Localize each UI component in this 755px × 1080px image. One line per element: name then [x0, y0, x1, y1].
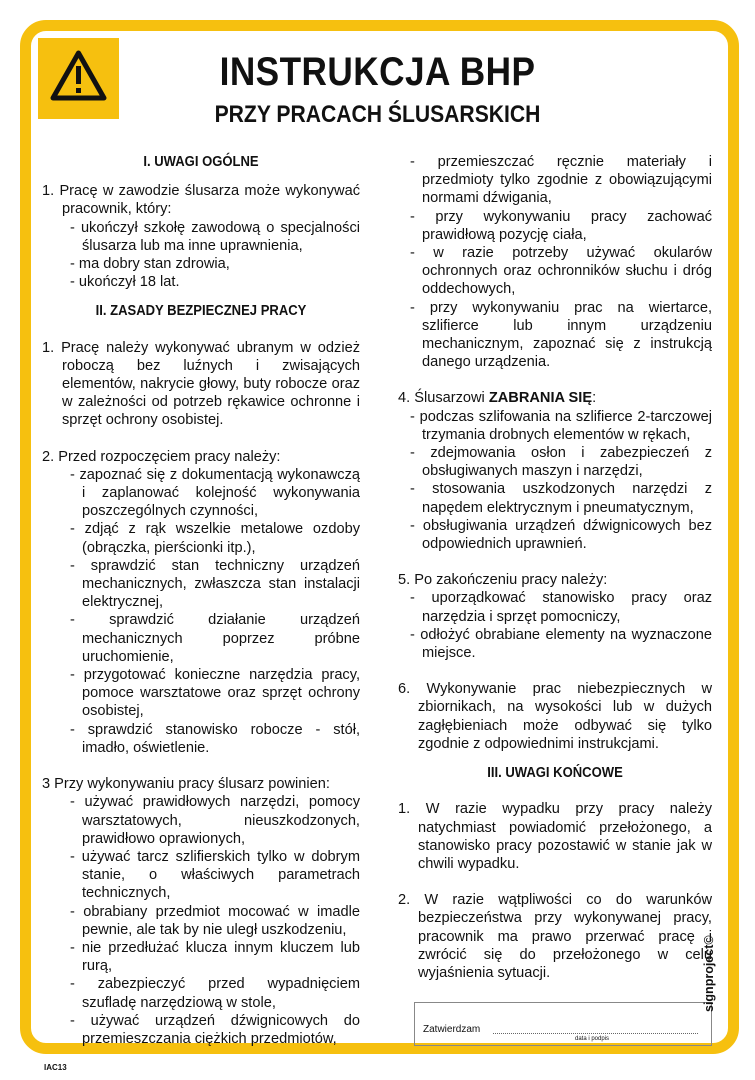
list-item: 5. Po zakończeniu pracy należy:: [398, 572, 608, 589]
list-item: - sprawdzić działanie urządzeń mechanicznych poprzez próbne uruchomienie,: [70, 612, 360, 665]
list-item: - zdjąć z rąk wszelkie metalowe ozdoby (obrączka, pierścionki itp.),: [70, 521, 360, 556]
list-item: [398, 389, 712, 407]
list-item: - w razie potrzeby używać okularów ochronnych oraz ochronników słuchu i dróg oddechowych,: [410, 245, 712, 298]
section-heading: II. ZASADY BEZPIECZNEJ PRACY: [95, 303, 307, 320]
list-item: - używać tarcz szlifierskich tylko w dobrym stanie, o właściwych parametrach technicznych,: [70, 848, 360, 902]
list-item: - zabezpieczyć przed wypadnięciem szufladę narzędziową w stole,: [70, 976, 360, 1011]
approval-box: [414, 1002, 712, 1046]
list-item: - używać prawidłowych narzędzi, pomocy warsztatowych, nieuszkodzonych, prawidłowo oprawionych,: [70, 794, 360, 847]
forbidden-label: ZABRANIA SIĘ: [488, 390, 593, 407]
item-suffix: :: [592, 390, 597, 407]
list-item: 2. Przed rozpoczęciem pracy należy:: [42, 448, 281, 465]
page-title: INSTRUKCJA BHP: [219, 50, 536, 94]
list-item: 3 Przy wykonywaniu pracy ślusarz powinien:: [42, 776, 330, 793]
list-item: - zapoznać się z dokumentacją wykonawczą i zaplanować kolejność wykonywania poszczególnych czynności,: [70, 466, 360, 520]
list-item: - ukończył szkołę zawodową o specjalności ślusarza lub ma inne uprawnienia,: [70, 219, 360, 254]
section-heading: I. UWAGI OGÓLNE: [143, 154, 259, 170]
list-item: - zdejmowania osłon i zabezpieczeń z obsługiwanych maszyn i narzędzi,: [410, 445, 712, 480]
list-item: - przemieszczać ręcznie materiały i przedmioty tylko zgodnie z obowiązującymi normami dźwigania,: [410, 154, 712, 207]
list-item: - ukończył 18 lat.: [70, 274, 180, 291]
brand-mark: signproject©: [702, 935, 716, 1012]
list-item: - odłożyć obrabiane elementy na wyznaczone miejsce.: [410, 626, 712, 662]
page-subtitle: PRZY PRACACH ŚLUSARSKICH: [214, 101, 541, 128]
item-prefix: 4. Ślusarzowi: [398, 390, 489, 407]
list-item: - stosowania uszkodzonych narzędzi z napędem elektrycznym i pneumatycznym,: [410, 481, 712, 516]
list-item: - przy wykonywaniu prac na wiertarce, szlifierce lub innym urządzeniu mechanicznym, zapoznać się z instrukcją danego urządzenia.: [410, 299, 712, 371]
signature-line: [493, 1033, 698, 1034]
list-item: - używać urządzeń dźwignicowych do przemieszczania ciężkich przedmiotów,: [70, 1012, 360, 1047]
list-item: - przygotować konieczne narzędzia pracy, pomoce warsztatowe oraz sprzęt ochrony osobistej,: [70, 667, 360, 720]
list-item: - sprawdzić stan techniczny urządzeń mechanicznych, zwłaszcza stan instalacji elektrycznej,: [70, 557, 360, 611]
list-item: - podczas szlifowania na szlifierce 2-tarczowej trzymania drobnych elementów w rękach,: [410, 408, 712, 443]
product-code: IAC13: [44, 1063, 67, 1072]
list-item: - uporządkować stanowisko pracy oraz narzędzia i sprzęt pomocniczy,: [410, 590, 712, 625]
left-column: [42, 153, 360, 1048]
right-column: [398, 153, 712, 982]
list-item: - obrabiany przedmiot mocować w imadle pewnie, ale tak by nie uległ uszkodzeniu,: [70, 903, 360, 938]
approval-label: Zatwierdzam: [423, 1024, 481, 1035]
list-item: 1. W razie wypadku przy pracy należy natychmiast powiadomić przełożonego, a stanowisko pracy pozostawić w stanie jak w chwili wypadku.: [398, 801, 712, 872]
list-item: - sprawdzić stanowisko robocze - stół, imadło, oświetlenie.: [70, 721, 360, 756]
list-item: 6. Wykonywanie prac niebezpiecznych w zbiornikach, na wysokości lub w dużych zagłębieniach może odbywać się tylko zgodnie z odpowiednimi instrukcjami.: [398, 681, 712, 752]
list-item: 1. Pracę w zawodzie ślusarza może wykonywać pracownik, który:: [42, 183, 360, 218]
list-item: - przy wykonywaniu pracy zachować prawidłową pozycję ciała,: [410, 208, 712, 243]
list-item: - nie przedłużać klucza innym kluczem lub rurą,: [70, 939, 360, 975]
section-heading: III. UWAGI KOŃCOWE: [487, 765, 623, 782]
list-item: 1. Pracę należy wykonywać ubranym w odzież roboczą bez luźnych i zwisających elementów, nakrycie głowy, buty robocze oraz w zależności od potrzeb rękawice ochronne i sprzęt ochrony osobistej.: [42, 339, 360, 429]
list-item: - ma dobry stan zdrowia,: [70, 256, 230, 273]
list-item: - obsługiwania urządzeń dźwignicowych bez odpowiednich uprawnień.: [410, 517, 712, 553]
list-item: 2. W razie wątpliwości co do warunków bezpieczeństwa przy wykonywanej pracy, pracownik ma prawo przerwać pracę i zwrócić się do przełożonego w celu wyjaśnienia sytuacji.: [398, 892, 712, 981]
approval-sublabel: data i podpis: [575, 1036, 610, 1042]
